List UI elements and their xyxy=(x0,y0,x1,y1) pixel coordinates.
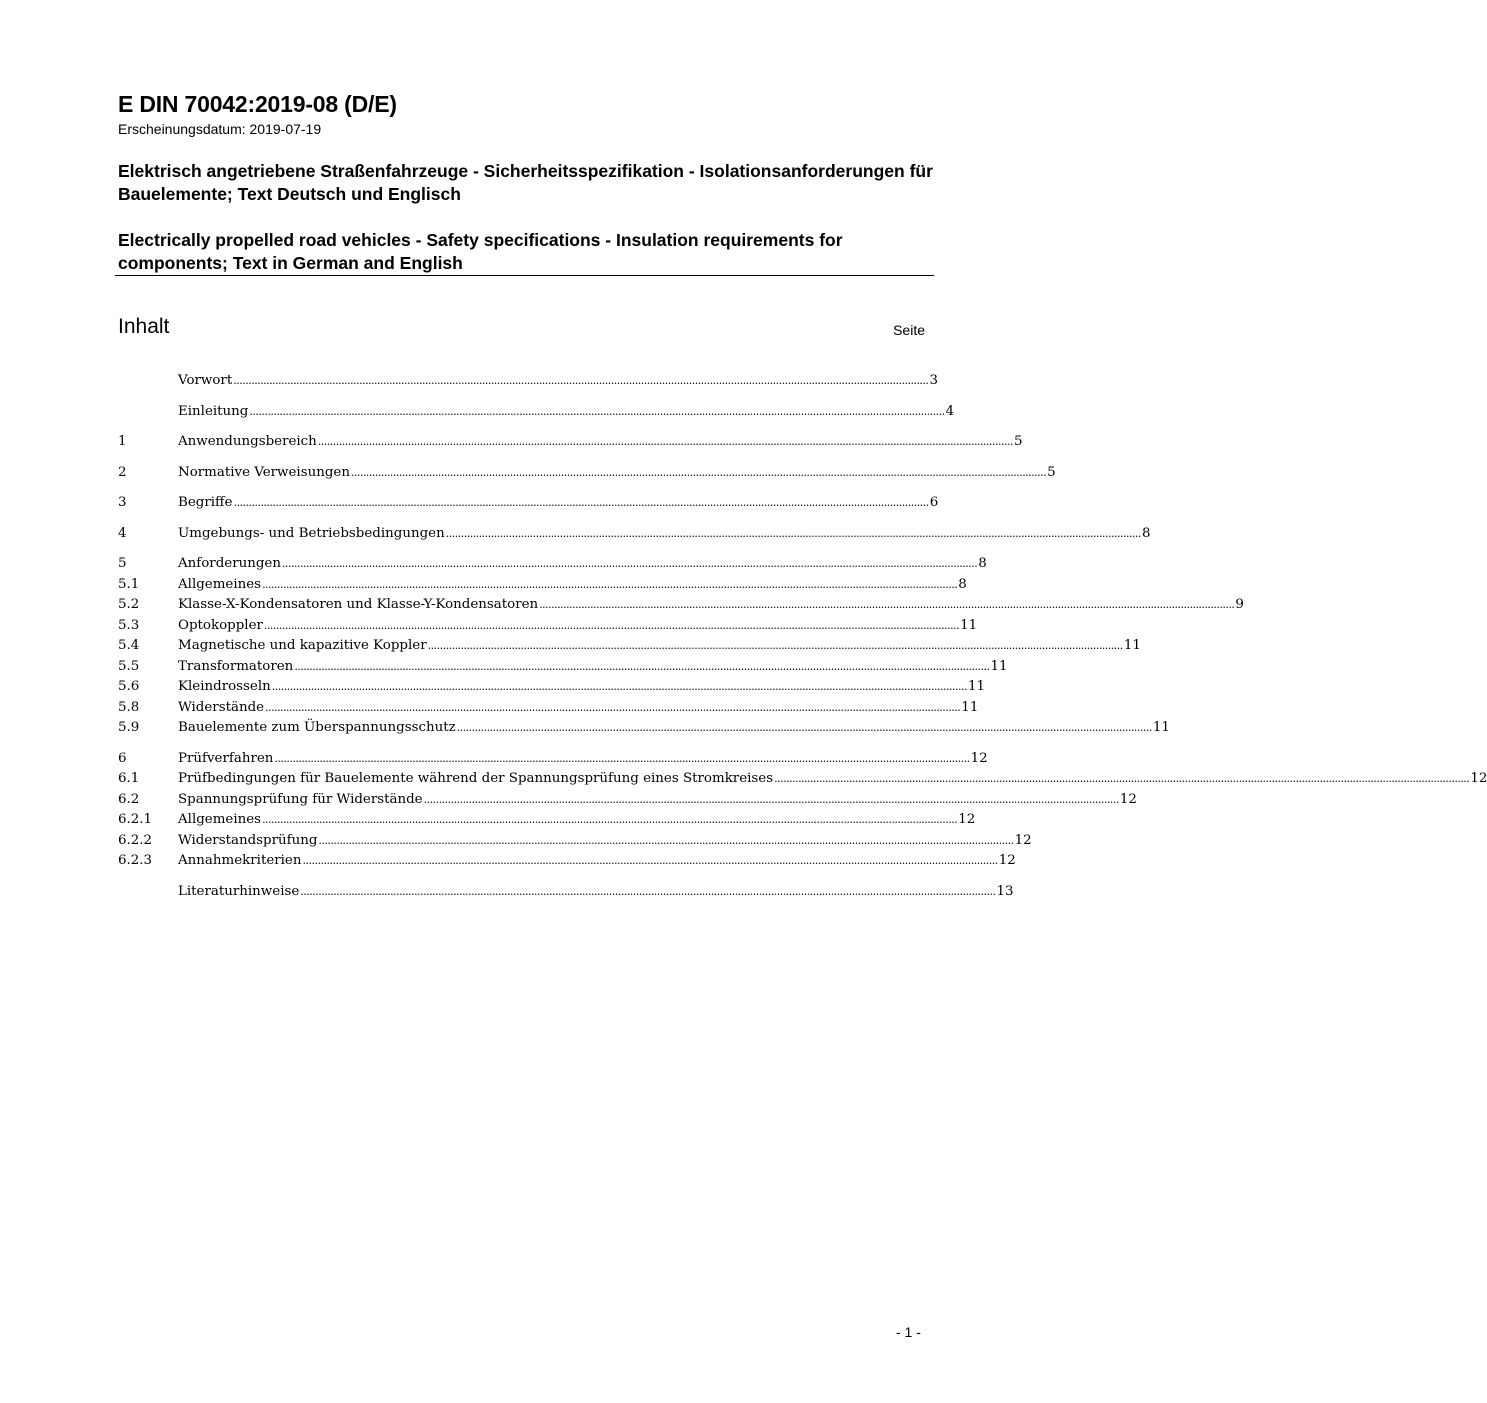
toc-entry[interactable] xyxy=(118,851,1016,872)
toc-entry-title: Prüfverfahren xyxy=(178,750,274,766)
document-id: E DIN 70042:2019-08 (D/E) xyxy=(118,91,397,117)
toc-entry-number: 6.2.1 xyxy=(118,812,153,827)
toc-entry[interactable] xyxy=(118,718,1170,739)
toc-entry-number: 5.4 xyxy=(118,638,140,653)
toc-entry[interactable] xyxy=(118,463,1056,484)
toc-leader-dots xyxy=(249,402,944,423)
toc-entry[interactable] xyxy=(118,657,1008,678)
toc-entry[interactable] xyxy=(118,432,1023,453)
toc-entry-page: 11 xyxy=(967,679,985,694)
toc-page-label: Seite xyxy=(893,322,925,338)
toc-entry-page: 3 xyxy=(929,373,938,388)
toc-entry-number: 1 xyxy=(118,434,127,449)
toc-entry-title: Klasse-X-Kondensatoren und Klasse-Y-Kondensatoren xyxy=(178,597,539,612)
toc-entry-title: Vorwort xyxy=(178,373,233,388)
toc-entry[interactable] xyxy=(118,636,1141,657)
toc-entry[interactable] xyxy=(118,882,1014,903)
toc-entry-title: Magnetische und kapazitive Koppler xyxy=(178,638,427,653)
toc-entry-page: 11 xyxy=(1123,638,1141,653)
page-number: - 1 - xyxy=(896,1324,921,1340)
toc-entry-page: 11 xyxy=(1152,720,1170,735)
toc-entry-number: 5.3 xyxy=(118,617,140,633)
toc-entry-number: 3 xyxy=(118,495,127,510)
toc-entry-number: 6 xyxy=(118,750,127,766)
toc-leader-dots xyxy=(282,554,977,575)
toc-entry-title: Anwendungsbereich xyxy=(178,434,317,449)
toc-entry-page: 4 xyxy=(945,403,955,419)
toc-entry-number: 5 xyxy=(118,556,127,571)
toc-leader-dots xyxy=(233,371,928,392)
toc-entry-page: 12 xyxy=(998,853,1016,868)
toc-leader-dots xyxy=(351,463,1046,484)
toc-entry-title: Prüfbedingungen für Bauelemente während der Spannungsprüfung eines Stromkreises xyxy=(178,771,774,786)
toc-entry-title: Bauelemente zum Überspannungsschutz xyxy=(178,720,456,735)
toc-entry-page: 6 xyxy=(929,495,939,510)
toc-entry-number: 4 xyxy=(118,525,127,541)
title-english: Electrically propelled road vehicles - Safety specifications - Insulation requirements for components; Text in German and English xyxy=(118,230,843,273)
toc-entry-number: 5.8 xyxy=(118,699,140,715)
toc-leader-dots xyxy=(274,749,969,770)
toc-entry-title: Widerstandsprüfung xyxy=(178,832,318,848)
toc-leader-dots xyxy=(539,595,1234,616)
toc-entry-title: Spannungsprüfung für Widerstände xyxy=(178,791,423,807)
toc-heading: Inhalt xyxy=(118,315,170,338)
toc-entry-title: Begriffe xyxy=(178,495,233,510)
toc-leader-dots xyxy=(774,769,1469,790)
toc-entry[interactable] xyxy=(118,595,1244,616)
toc-entry-page: 11 xyxy=(990,658,1008,674)
toc-leader-dots xyxy=(318,831,1013,852)
toc-entry-page: 8 xyxy=(978,556,987,571)
toc-entry[interactable] xyxy=(118,371,938,392)
toc-entry-page: 9 xyxy=(1235,597,1244,612)
toc-entry-page: 8 xyxy=(1141,525,1151,541)
toc-entry-title: Allgemeines xyxy=(178,812,262,827)
toc-entry[interactable] xyxy=(118,402,955,423)
toc-entry-number: 6.2.2 xyxy=(118,832,153,848)
toc-entry-number: 6.2 xyxy=(118,791,140,807)
toc-entry[interactable] xyxy=(118,524,1151,545)
toc-leader-dots xyxy=(262,810,957,831)
toc-leader-dots xyxy=(300,882,995,903)
toc-entry-number: 5.6 xyxy=(118,679,140,694)
toc-entry[interactable] xyxy=(118,554,987,575)
toc-entry[interactable] xyxy=(118,616,978,637)
toc-entry[interactable] xyxy=(118,831,1032,852)
toc-entry[interactable] xyxy=(118,677,985,698)
toc-leader-dots xyxy=(424,790,1119,811)
toc-entry[interactable] xyxy=(118,769,1487,790)
toc-leader-dots xyxy=(265,698,960,719)
header-divider xyxy=(115,275,934,276)
toc-entry-page: 12 xyxy=(1470,771,1487,786)
toc-entry-title: Allgemeines xyxy=(178,576,262,592)
toc-entry[interactable] xyxy=(118,749,988,770)
toc-entry-title: Optokoppler xyxy=(178,617,263,633)
toc-leader-dots xyxy=(264,616,959,637)
toc-entry-page: 8 xyxy=(958,576,967,592)
toc-entry-page: 12 xyxy=(1014,832,1032,848)
toc-leader-dots xyxy=(272,677,967,698)
table-of-contents xyxy=(118,371,1487,902)
toc-entry[interactable] xyxy=(118,698,979,719)
toc-entry-title: Anforderungen xyxy=(178,556,281,571)
toc-entry-number: 5.9 xyxy=(118,720,140,735)
toc-leader-dots xyxy=(457,718,1152,739)
publication-date: Erscheinungsdatum: 2019-07-19 xyxy=(118,121,322,137)
toc-entry-title: Kleindrosseln xyxy=(178,679,271,694)
toc-leader-dots xyxy=(446,524,1141,545)
toc-entry-page: 5 xyxy=(1047,464,1056,480)
toc-entry-title: Transformatoren xyxy=(178,658,294,674)
toc-leader-dots xyxy=(302,851,997,872)
toc-entry-number: 5.5 xyxy=(118,658,140,674)
toc-entry-number: 5.1 xyxy=(118,576,140,592)
toc-entry-page: 12 xyxy=(1119,791,1137,807)
toc-entry-page: 5 xyxy=(1014,434,1023,449)
toc-entry-title: Widerstände xyxy=(178,699,265,715)
toc-entry-title: Umgebungs- und Betriebsbedingungen xyxy=(178,525,445,541)
toc-leader-dots xyxy=(233,493,928,514)
toc-entry-page: 12 xyxy=(958,812,976,827)
toc-entry-page: 12 xyxy=(970,750,988,766)
toc-leader-dots xyxy=(294,657,989,678)
toc-entry[interactable] xyxy=(118,790,1137,811)
toc-entry-title: Einleitung xyxy=(178,403,249,419)
toc-entry-number: 6.2.3 xyxy=(118,853,153,868)
toc-entry-number: 6.1 xyxy=(118,771,140,786)
toc-entry[interactable] xyxy=(118,810,976,831)
toc-entry-number: 5.2 xyxy=(118,597,140,612)
toc-entry-title: Annahmekriterien xyxy=(178,853,302,868)
toc-entry-number: 2 xyxy=(118,464,127,480)
toc-leader-dots xyxy=(318,432,1013,453)
toc-entry-page: 11 xyxy=(960,617,978,633)
toc-entry[interactable] xyxy=(118,493,939,514)
toc-leader-dots xyxy=(262,575,957,596)
toc-entry-page: 13 xyxy=(996,883,1014,899)
toc-entry-page: 11 xyxy=(961,699,979,715)
toc-entry-title: Literaturhinweise xyxy=(178,883,300,899)
title-german: Elektrisch angetriebene Straßenfahrzeuge - Sicherheitsspezifikation - Isolationsanforderungen für Bauelemente; Text Deutsch und Englisch xyxy=(118,161,933,204)
toc-entry[interactable] xyxy=(118,575,967,596)
toc-leader-dots xyxy=(428,636,1123,657)
toc-entry-title: Normative Verweisungen xyxy=(178,464,350,480)
